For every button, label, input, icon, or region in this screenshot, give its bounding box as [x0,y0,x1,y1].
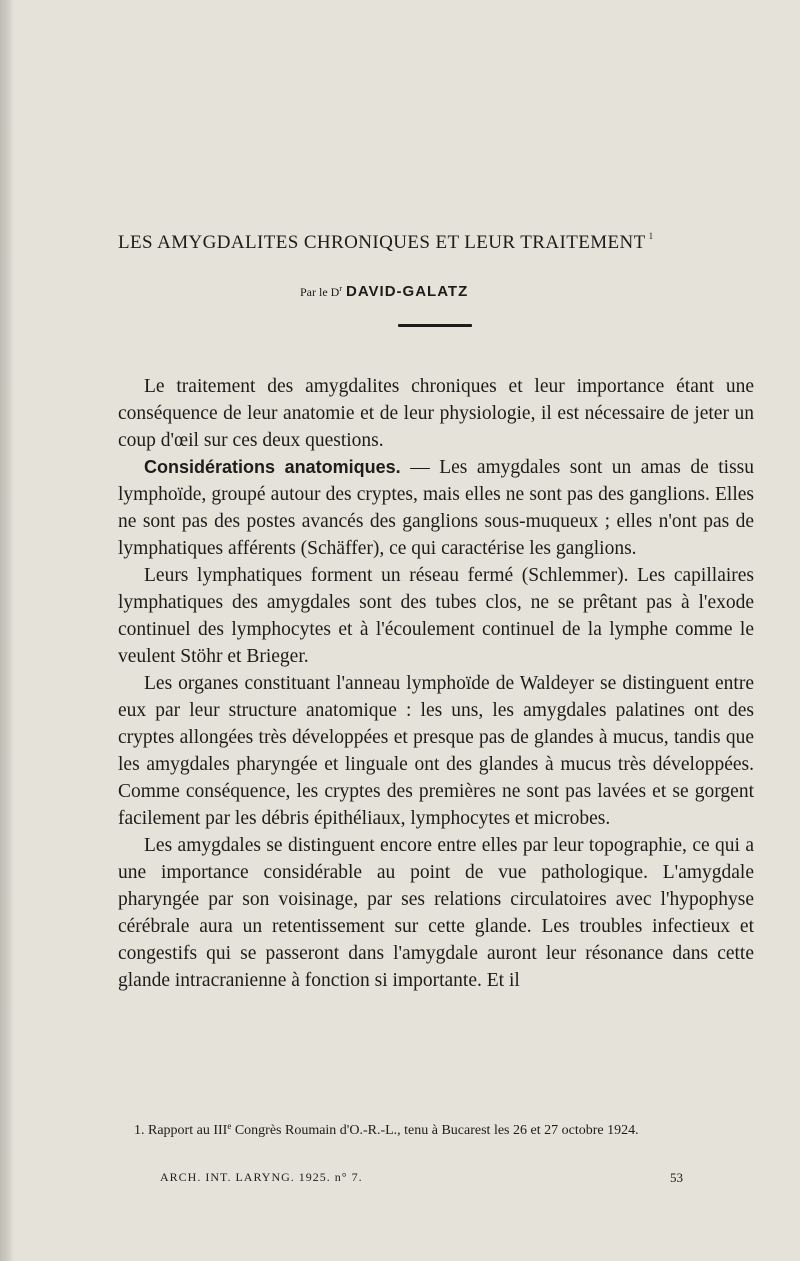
paragraph-4: Les organes constituant l'anneau lymphoïde de Waldeyer se distinguent entre eux par leur structure anatomique : les uns, les amygdales palatines ont des cryptes allongées très développées et presque pas de glandes à mucus, tandis que les amygdales pharyngée et linguale ont des glandes à mucus très développées. Comme conséquence, les cryptes des premières ne sont pas lavées et se gorgent facilement par les débris épithéliaux, lymphocytes et microbes. [118,673,754,829]
author-name: DAVID-GALATZ [346,283,469,300]
page-number: 53 [670,1170,683,1185]
paragraph-2-text: — Les amygdales sont un amas de tissu lymphoïde, groupé autour des cryptes, mais elles ne sont pas des ganglions. Elles ne sont pas des postes avancés des ganglions sous-muqueux ; elles n'ont pas de lymphatiques afférents (Schäffer), ce qui caractérise les ganglions. [118,457,754,559]
byline [300,283,468,300]
byline-prefix [300,285,342,299]
journal-reference: ARCH. INT. LARYNG. 1925. n° 7. [160,1170,363,1184]
article-body [118,373,754,994]
footnote-number: 1. [134,1123,145,1138]
byline-prefix-sup: r [339,284,342,293]
article-title [118,231,768,254]
footnote-sup: e [227,1121,232,1131]
title-divider [398,324,472,327]
footnote-text-b: Congrès Roumain d'O.-R.-L., tenu à Bucarest les 26 et 27 octobre 1924. [231,1123,639,1138]
paragraph-2 [118,454,754,562]
paragraph-1: Le traitement des amygdalites chroniques et leur importance étant une conséquence de leur anatomie et de leur physiologie, il est nécessaire de jeter un coup d'œil sur ces deux questions. [118,376,754,451]
article-title-text: LES AMYGDALITES CHRONIQUES ET LEUR TRAITEMENT [118,232,646,253]
title-footnote-mark: 1 [648,231,654,241]
footnote [118,1117,738,1140]
footnote-text-a: Rapport au III [144,1123,228,1138]
byline-prefix-text: Par le D [300,285,340,299]
page-spine-shadow [0,0,14,1261]
paragraph-5: Les amygdales se distinguent encore entre elles par leur topographie, ce qui a une importance considérable au point de vue pathologique. L'amygdale pharyngée par son voisinage, par ses relations circulatoires avec l'hypophyse cérébrale aura un retentissement sur cette glande. Les troubles infectieux et congestifs qui se passeront dans l'amygdale auront leur résonance dans cette glande intracranienne à fonction si importante. Et il [118,835,754,991]
section-heading-anatomy: Considérations anatomiques. [144,457,401,477]
paragraph-3: Leurs lymphatiques forment un réseau fermé (Schlemmer). Les capillaires lymphatiques des amygdales sont des tubes clos, ne se prêtant pas à l'exode continuel des lymphocytes et à l'écoulement continuel de la lymphe comme le veulent Stöhr et Brieger. [118,565,754,667]
footnote-1 [118,1117,738,1140]
